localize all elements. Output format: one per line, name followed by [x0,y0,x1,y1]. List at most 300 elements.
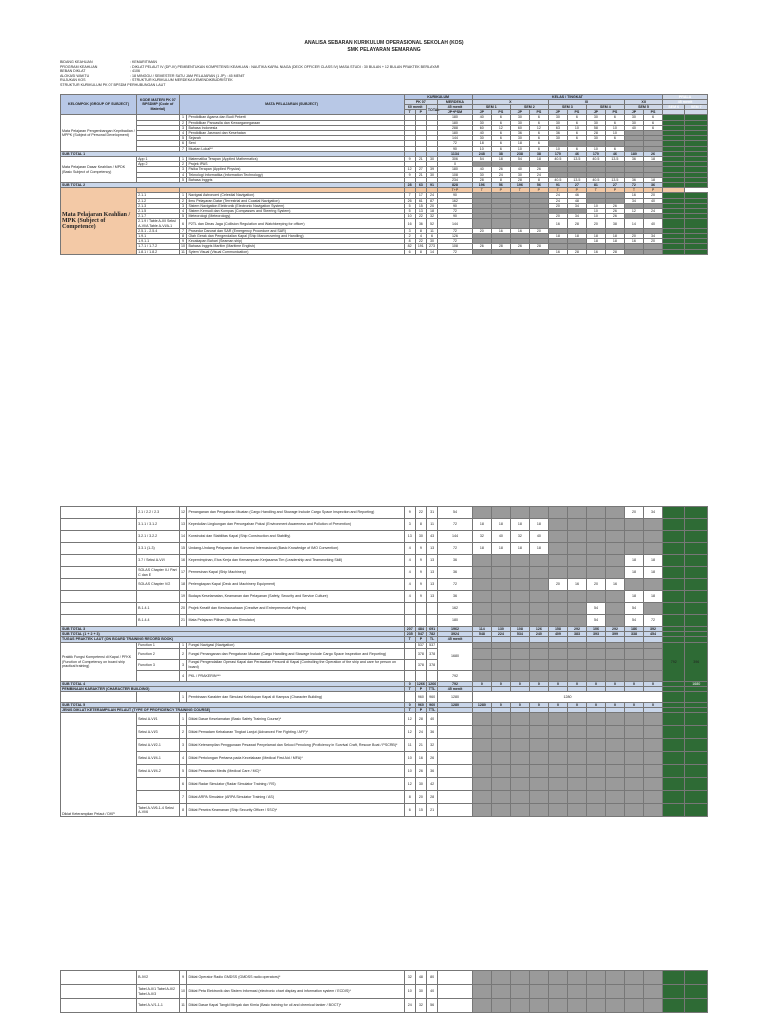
merdeka-value: 108 [438,172,473,177]
semester-value: 6 [529,130,548,135]
material-code: 1.7.1 / 1.7.2 [137,244,180,249]
praja-cell [663,555,685,567]
material-code: B-IV/2 [137,971,180,985]
semester-value: 0 [586,681,605,686]
table-cell [491,659,510,670]
semester-value: 18 [510,141,529,146]
pk07-total: 1266 [428,681,437,686]
semester-value: 36 [624,157,643,162]
merdeka-value: 72 [438,209,473,214]
semester-value: 13.5 [567,177,586,182]
col-sem-2: SEM 2 [510,104,548,109]
semester-value [625,543,644,555]
semester-value: 26 [529,167,548,172]
semester-value: 30 [510,115,529,120]
semester-value: 16 [548,249,567,254]
pk07-t: 82 [404,244,415,249]
praja-cell [685,531,708,543]
table-cell [529,765,548,778]
praja-cell [685,567,708,579]
row-number: 4 [179,172,187,177]
semester-value: 34 [624,198,643,203]
semester-value: 54 [586,603,605,615]
pk07-t: 10 [404,752,415,765]
pk07-total: 18 [426,209,437,214]
table-cell [605,659,624,670]
table-cell [548,804,567,817]
subtotal-label: SUB TOTAL 1 [61,151,405,156]
pk07-p: 9 [415,567,426,579]
table-cell [438,778,473,791]
table-cell [605,765,624,778]
curriculum-row [61,752,708,765]
table-cell [510,739,529,752]
table-cell [61,555,137,567]
subject-name: Prosedur Darurat dan SAR (Emergency Procedure and SAR) [187,228,404,233]
pk07-total: 13 [427,543,438,555]
table-cell [491,648,510,659]
semester-value: 238 [510,151,529,156]
pk07-p: 960 [415,703,426,708]
col-45-menit: 45 menit [438,104,473,109]
pk07-p: 13 [415,209,426,214]
pk07-t: 3 [404,228,415,233]
semester-value: 399 [605,632,624,637]
table-cell [472,791,491,804]
pk07-t: 3 [404,519,415,531]
merdeka-value: 180 [438,615,473,627]
table-cell [644,778,663,791]
meta-label: PROGRAM KEAHLIAN [60,64,98,69]
semester-value [605,543,624,555]
row-number: 19 [179,591,187,603]
pk07-total: 56 [427,999,438,1013]
semester-note: 1280 [472,692,662,703]
row-number: 5 [179,177,187,182]
pk07-t: 10 [404,985,415,999]
pk07-total: 11 [427,519,438,531]
semester-value: 18 [605,239,624,244]
semester-value: 26 [472,244,491,249]
subject-name: Pendidikan Agama dan Budi Pekerti [187,115,404,120]
table-cell [438,739,473,752]
col-kelas: KELAS / TINGKAT [472,94,662,99]
semester-value: 10 [586,146,605,151]
pk07-p: 36 [415,219,426,228]
table-cell [472,670,491,681]
table-cell [491,765,510,778]
semester-value: 16 [491,228,510,233]
semester-value [548,567,567,579]
table-cell [605,804,624,817]
table-cell [644,971,663,985]
material-code [137,591,180,603]
semester-value: 56 [529,183,548,188]
semester-value: 6 [491,115,510,120]
subject-name: Kepemimpinan, Etos Kerja dan Kemampuan Kerjasama Tim (Leadership and Teamworking Skill) [187,555,404,567]
subject-name: Diklat Pertolongan Pertama pada Kecelakaan (Medical First Aid / MFA)* [187,752,404,765]
row-number: 2 [179,648,187,659]
column-marker: P [605,188,624,193]
semester-value: 40 [529,531,548,543]
semester-value: 18 [491,157,510,162]
table-cell [644,713,663,726]
curriculum-row [61,531,708,543]
table-cell [438,985,473,999]
pk07-t: 9 [404,172,415,177]
pk07-total: 36 [427,765,438,778]
semester-value: 46 [567,151,586,156]
semester-value [625,579,644,591]
subject-name: Pembinaan Karakter dan Simulasi Kehidupan Kapal di Kampus (Character Building) [187,692,404,703]
praja-cell [663,507,685,519]
title-line-2: SMK PELAYARAN SEMARANG [347,47,421,53]
table-cell [605,999,624,1013]
pk07-p: 27 [415,167,426,172]
row-number: 12 [179,507,187,519]
row-number: 9 [179,239,187,244]
curriculum-row [61,519,708,531]
semester-value: 40.5 [586,157,605,162]
table-cell [404,648,415,659]
table-cell [625,739,644,752]
subject-name: Fungsi Penanganan dan Pengaturan Muatan (Cargo Handling and Stowage Include Cargo Space Inspection and Reporting) [187,648,404,659]
semester-value: 114 [472,627,491,632]
pk07-t: 12 [404,167,415,172]
table-cell [529,659,548,670]
pk07-total: 91 [426,183,437,188]
semester-value: 26 [491,167,510,172]
row-number: 10 [181,244,186,249]
praja-cell [663,219,685,228]
merdeka-value: 288 [438,125,473,130]
semester-value: 18 [510,543,529,555]
row-number: 1 [179,713,187,726]
semester-value: 454 [644,632,663,637]
meta-label: BIDANG KEAHLIAN [60,60,93,64]
material-code: 1.9.1.1 [137,239,180,244]
table-cell [61,603,137,615]
merdeka-value: 180 [438,120,473,125]
subject-name: Konstruksi dan Stabilitas Kapal (Ship Construction and Stability) [187,531,404,543]
row-number: 8 [179,804,187,817]
semester-value [510,507,529,519]
col-tl: TL [427,637,438,642]
merdeka-value: 162 [438,198,473,203]
table-cell [472,778,491,791]
semester-value: 8 [529,177,548,182]
semester-value: 36 [643,183,662,188]
material-code: Tabel A-VI/6-1-4 Seksi A-VI/6 [137,804,180,817]
table-cell [61,615,137,627]
row-number: 8 [179,234,187,239]
semester-value: 20 [643,239,662,244]
semester-value [586,567,605,579]
pk07-p: 547 [415,632,426,637]
row-number: 3 [179,659,187,670]
table-cell [438,999,473,1013]
semester-value: 6 [567,136,586,141]
table-cell [510,670,529,681]
praja-cell [685,985,708,999]
semester-value: 26 [605,203,624,208]
curriculum-row [61,648,708,659]
semester-value: 224 [491,632,510,637]
praja-cell [685,555,708,567]
table-cell [625,971,644,985]
meta-label: RUJUKAN KOS [60,78,86,83]
subtotal-label: SUB TOTAL 2 [61,183,405,188]
semester-value: 18 [586,234,605,239]
semester-value [510,249,529,254]
group-name: Mata Pelajaran Dasar Keahlian / MPDK (Basic Subject of Competency) [61,157,137,183]
table-cell [644,659,663,670]
semester-value [567,507,586,519]
material-code: B.1.4.4 [137,615,180,627]
pk07-total: 32 [427,739,438,752]
curriculum-row [61,739,708,752]
table-cell [586,739,605,752]
subject-name: Projek IPAS [187,162,404,167]
semester-value: 126 [529,627,548,632]
col-p: P [415,637,426,642]
semester-value: 54 [586,615,605,627]
semester-value: 72 [624,183,643,188]
col-p: P [415,686,426,691]
praja-value: 1680 [685,681,708,686]
subject-name: Meteorologi (Meteorology) [187,214,404,219]
semester-value: 10 [586,203,605,208]
semester-value [510,219,529,228]
pk07-total [427,603,438,615]
praja-cell [685,591,708,603]
praja-cell [663,791,685,804]
table-cell [529,726,548,739]
pk07-t: 7 [404,193,415,198]
semester-value [529,249,548,254]
table-cell [61,531,137,543]
semester-value: 20 [624,234,643,239]
row-number: 2 [179,120,187,125]
table-cell [548,791,567,804]
row-number: 9 [179,971,187,985]
semester-value: 18 [529,157,548,162]
material-code: 1.9.1 [137,234,180,239]
semester-value: 24 [529,172,548,177]
semester-value: 20 [625,507,644,519]
pk07-total: 273 [426,244,437,249]
curriculum-row [61,615,708,627]
semester-value: 170 [586,151,605,156]
subject-name: Teknologi Informatika (Information Technology) [187,172,404,177]
semester-value: 60 [510,125,529,130]
table-cell [491,713,510,726]
pk07-p: 24 [415,726,426,739]
pk07-p: 9 [415,579,426,591]
semester-value: 40 [472,115,491,120]
row-number: 7 [179,228,187,233]
table-cell [404,692,415,703]
semester-value: 18 [567,234,586,239]
material-code: 3.7 / Seksi A-VI/I [137,555,180,567]
semester-value: 338 [625,632,644,637]
pk07-total: 20 [426,203,437,208]
group-name: Mata Pelajaran Pengembangan Kepribadian / MPPK (Subject of Personal Development) [61,115,137,151]
merdeka-value: 72 [438,543,473,555]
semester-value: 6 [567,130,586,135]
table-cell [625,791,644,804]
merdeka-value: 828 [438,183,473,188]
pk07-t: 6 [404,249,415,254]
semester-value: 20 [548,579,567,591]
semester-value: 6 [643,125,662,130]
semester-value: 26 [605,214,624,219]
pk07-t: 26 [404,198,415,203]
semester-value: 1280 [472,703,491,708]
table-cell [567,713,586,726]
semester-value: 60 [472,125,491,130]
semester-value: 6 [567,146,586,151]
semester-value: 20 [586,579,605,591]
semester-value: 409 [548,632,567,637]
table-cell [61,519,137,531]
subject-name: Perlengkapan Kapal (Deck and Machinery Equipment) [187,579,404,591]
table-cell [510,752,529,765]
semester-value: 0 [548,681,567,686]
table-cell [61,579,137,591]
pk07-total [427,615,438,627]
semester-value: 38 [491,151,510,156]
pk07-total: 40 [427,713,438,726]
semester-value [472,603,491,615]
material-code: Seksi A-VI/3 [137,726,180,739]
material-code [137,791,180,804]
merdeka-value: 72 [438,239,473,244]
table-cell [548,713,567,726]
semester-value: 6 [567,115,586,120]
table-cell [586,985,605,999]
praja-cell [663,591,685,603]
praja-cell [663,249,685,254]
semester-value: 0 [491,681,510,686]
table-cell [510,791,529,804]
praja-cell [685,804,708,817]
semester-value: 28 [529,244,548,249]
pk07-total: 13 [427,579,438,591]
document-page [60,40,708,255]
column-marker: T [548,188,567,193]
semester-value: 54 [625,603,644,615]
semester-value [586,543,605,555]
semester-value: 18 [491,519,510,531]
merdeka-value: 72 [438,228,473,233]
praja-cell [685,752,708,765]
praja-cell [685,519,708,531]
semester-value: 12 [491,125,510,130]
semester-value [491,249,510,254]
subject-name: Diklat ARPA Simulator (ARPA Simulator Training / AS) [187,791,404,804]
semester-value [586,591,605,603]
curriculum-row [61,219,708,228]
pk07-total: 43 [427,531,438,543]
semester-value: 18 [643,157,662,162]
pk07-total: 31 [427,507,438,519]
curriculum-row [61,603,708,615]
column-marker: P [567,188,586,193]
material-code: 2.1.3 [137,203,180,208]
praja-cell [685,615,708,627]
subject-name: Diklat Dasar Kapal Tangki Minyak dan Kimia (Basic training for oil and chemical tanker / BOCT)* [187,999,404,1013]
semester-value: 40.5 [548,157,567,162]
curriculum-row [61,659,708,670]
table-cell [438,791,473,804]
semester-value: 16 [567,579,586,591]
merdeka-value: 144 [438,531,473,543]
curriculum-table-top [60,94,708,255]
table-cell [625,778,644,791]
semester-value: 6 [567,120,586,125]
semester-value: 6 [605,115,624,120]
semester-value: 91 [548,183,567,188]
subject-name: Seni [187,141,404,146]
pk07-total: 13 [427,555,438,567]
table-cell [625,752,644,765]
table-cell [605,752,624,765]
pk07-total: 21 [427,804,438,817]
pk07-total: 14 [426,249,437,254]
semester-value: 10 [567,125,586,130]
merdeka-value: 72 [438,579,473,591]
semester-value [644,519,663,531]
semester-value: 54 [472,157,491,162]
semester-value: 30 [586,120,605,125]
semester-value: 18 [472,543,491,555]
semester-value: 18 [643,177,662,182]
pk07-total: 691 [427,627,438,632]
curriculum-row [61,591,708,603]
col-sem-1: SEM 1 [472,104,510,109]
curriculum-row [61,543,708,555]
table-cell [605,713,624,726]
pk07-p: 484 [415,627,426,632]
subject-name: P2TL dan Dinas Jaga (Collision Regulation and Watchkeeping for officer) [187,219,404,228]
semester-value: 0 [548,703,567,708]
semester-value [643,249,662,254]
table-cell [472,999,491,1013]
subject-name: Sistem Kemudi dan Kompas (Compasses and Steering System) [187,209,404,214]
pk07-p: 21 [415,172,426,177]
title-line-1: ANALISA SEBARAN KURIKULUM OPERASIONAL SEKOLAH (KOS) [304,40,464,46]
semester-value: 6 [643,120,662,125]
col-jp: JP [624,110,643,115]
semester-value [491,603,510,615]
table-cell [529,648,548,659]
curriculum-row [61,692,708,703]
table-cell [586,659,605,670]
semester-value: 0 [567,681,586,686]
semester-value: 0 [529,681,548,686]
table-cell [510,985,529,999]
pk07-t: 10 [404,765,415,778]
semester-value [491,507,510,519]
col-sem-3: SEM 3 [548,104,586,109]
column-marker: T [586,188,605,193]
material-code: 2.1.5 [137,209,180,214]
pk07-t: 4 [404,567,415,579]
merdeka-value: 36 [438,555,473,567]
col-t: T [404,708,415,713]
pk07-p: 15 [415,804,426,817]
